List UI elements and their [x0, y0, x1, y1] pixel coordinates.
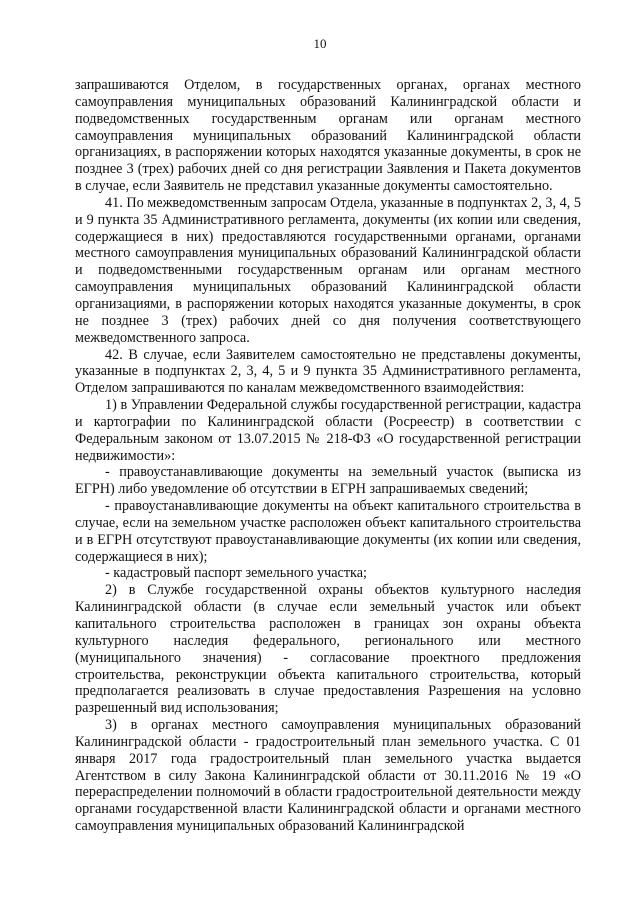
page-number: 10 — [313, 36, 327, 51]
paragraph-p5: - правоустанавливающие документы на объект капитального строительства в случае, если на земельном участке расположен объект капитального строительства и в ЕГРН отсутствуют правоустанавливающие документы (их копии или сведения, содержащиеся в них); — [75, 498, 581, 565]
paragraph-p3: 1) в Управлении Федеральной службы государственной регистрации, кадастра и картографии по Калининградской области (Росреестр) в соответствии с Федеральным законом от 13.07.2015 № 218-ФЗ «О государственной регистрации недвижимости»: — [75, 397, 581, 464]
paragraph-p1: 41. По межведомственным запросам Отдела, указанные в подпунктах 2, 3, 4, 5 и 9 пункта 35 Административного регламента, документы (их копии или сведения, содержащиеся в них) предоставляются государственными органами, органами местного самоуправления муниципальных образований Калининградской области и подведомственными государственным органам или органам местного самоуправления муниципальных образований Калининградской области организациями, в распоряжении которых находятся указанные документы, в срок не позднее 3 (трех) рабочих дней со дня получения соответствующего межведомственного запроса. — [75, 194, 581, 346]
paragraph-p8: 3) в органах местного самоуправления муниципальных образований Калининградской области - градостроительный план земельного участка. С 01 января 2017 года градостроительный план земельного участка выдается Агентством в силу Закона Калининградской области от 30.11.2016 № 19 «О перераспределении полномочий в области градостроительной деятельности между органами государственной власти Калининградской области и органами местного самоуправления муниципальных образований Калининградской — [75, 717, 581, 835]
paragraph-p2: 42. В случае, если Заявителем самостоятельно не представлены документы, указанные в подпунктах 2, 3, 4, 5 и 9 пункта 35 Административного регламента, Отделом запрашиваются по каналам межведомственного взаимодействия: — [75, 346, 581, 397]
paragraph-p0: запрашиваются Отделом, в государственных органах, органах местного самоуправления муниципальных образований Калининградской области и подведомственных государственным органам или органам местного самоуправления муниципальных образований Калининградской области организациях, в распоряжении которых находятся указанные документы, в срок не позднее 3 (трех) рабочих дней со дня регистрации Заявления и Пакета документов в случае, если Заявитель не представил указанные документы самостоятельно. — [75, 77, 581, 195]
document-body — [75, 77, 581, 835]
paragraph-p6: - кадастровый паспорт земельного участка; — [105, 565, 367, 582]
paragraph-p4: - правоустанавливающие документы на земельный участок (выписка из ЕГРН) либо уведомление об отсутствии в ЕГРН запрашиваемых сведений; — [75, 464, 581, 498]
paragraph-p7: 2) в Службе государственной охраны объектов культурного наследия Калининградской области (в случае если земельный участок или объект капитального строительства расположен в границах зон охраны объекта культурного наследия федерального, регионального или местного (муниципального значения) - согласование проектного предложения строительства, реконструкции объекта капитального строительства, который предполагается реализовать в случае предоставления Разрешения на условно разрешенный вид использования; — [75, 582, 581, 717]
